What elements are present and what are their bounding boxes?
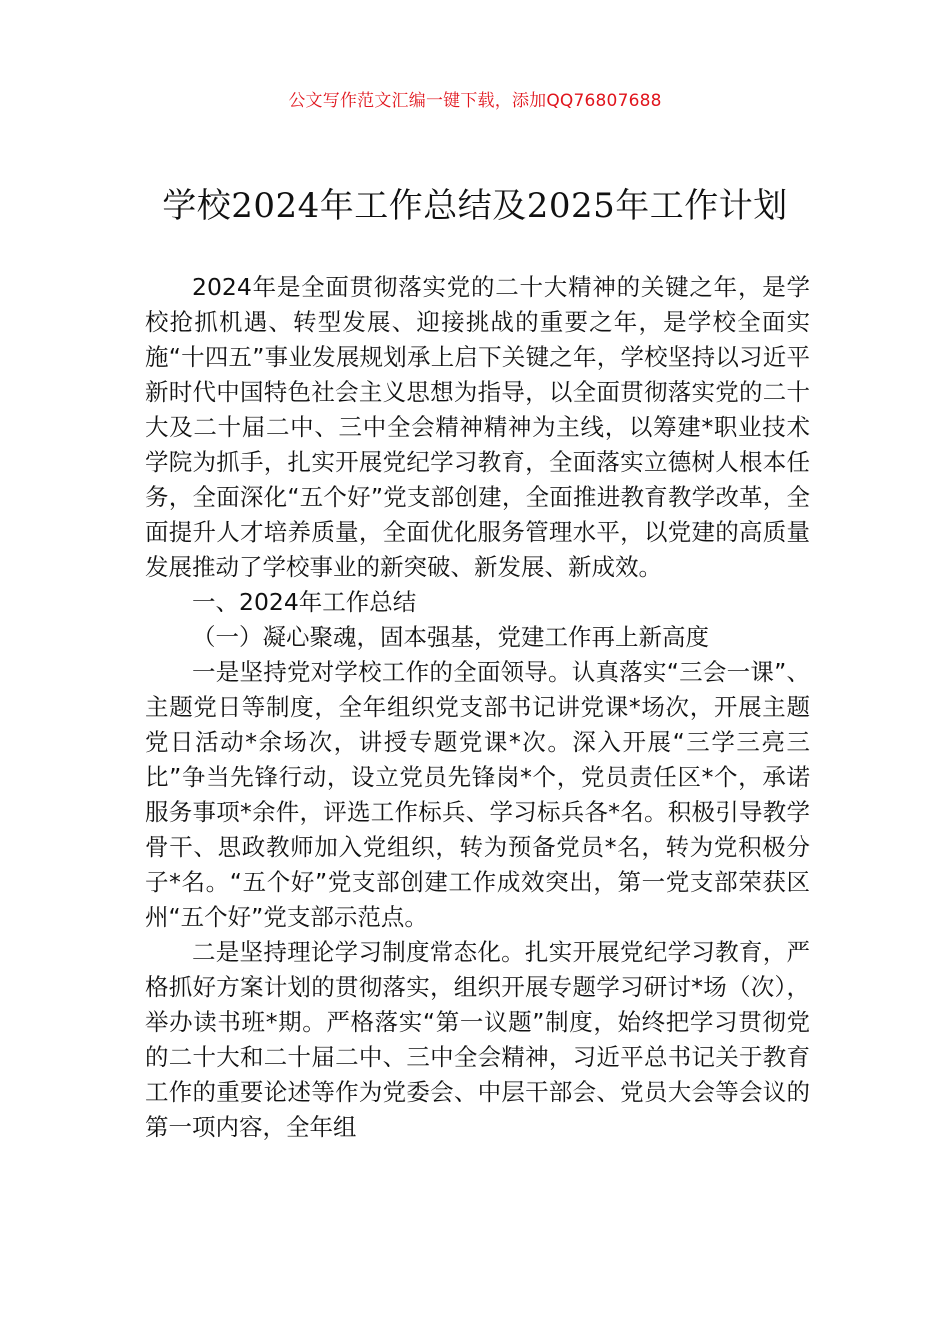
section-heading: 一、2024年工作总结	[192, 588, 417, 616]
subsection-heading: （一）凝心聚魂，固本强基，党建工作再上新高度	[192, 623, 709, 651]
header-banner: 公文写作范文汇编一键下载，添加QQ76807688	[288, 91, 662, 111]
paragraph-point-two: 二是坚持理论学习制度常态化。扎实开展党纪学习教育，严格抓好方案计划的贯彻落实，组织开展专题学习研讨*场（次），举办读书班*期。严格落实“第一议题”制度，始终把学习贯彻党的二十大和二十届二中、三中全会精神，习近平总书记关于教育工作的重要论述等作为党委会、中层干部会、党员大会等会议的第一项内容，全年组	[145, 938, 810, 1141]
document-body	[145, 270, 810, 1145]
document-title: 学校2024年工作总结及2025年工作计划	[162, 186, 788, 226]
paragraph-point-one: 一是坚持党对学校工作的全面领导。认真落实“三会一课”、主题党日等制度，全年组织党支部书记讲党课*场次，开展主题党日活动*余场次，讲授专题党课*次。深入开展“三学三亮三比”争当先锋行动，设立党员先锋岗*个，党员责任区*个，承诺服务事项*余件，评选工作标兵、学习标兵各*名。积极引导教学骨干、思政教师加入党组织，转为预备党员*名，转为党积极分子*名。“五个好”党支部创建工作成效突出，第一党支部荣获区州“五个好”党支部示范点。	[145, 658, 810, 931]
paragraph-intro: 2024年是全面贯彻落实党的二十大精神的关键之年，是学校抢抓机遇、转型发展、迎接挑战的重要之年，是学校全面实施“十四五”事业发展规划承上启下关键之年，学校坚持以习近平新时代中国特色社会主义思想为指导，以全面贯彻落实党的二十大及二十届二中、三中全会精神精神为主线，以筹建*职业技术学院为抓手，扎实开展党纪学习教育，全面落实立德树人根本任务，全面深化“五个好”党支部创建，全面推进教育教学改革，全面提升人才培养质量，全面优化服务管理水平，以党建的高质量发展推动了学校事业的新突破、新发展、新成效。	[145, 273, 810, 581]
